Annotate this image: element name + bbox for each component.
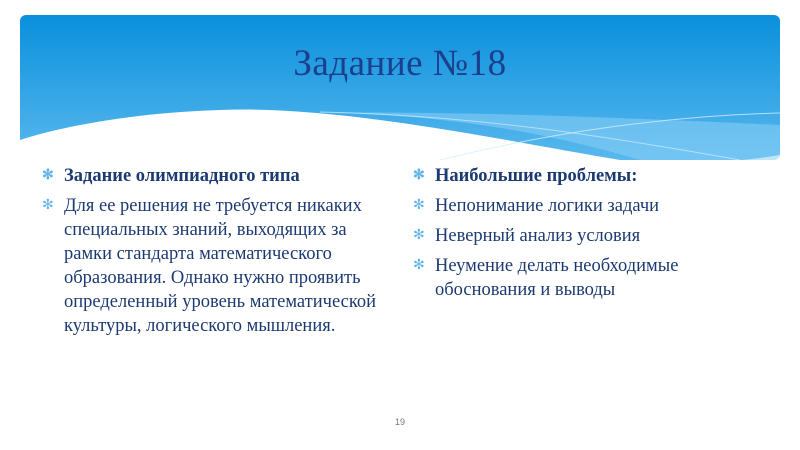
asterisk-icon: ✻	[42, 168, 54, 183]
list-item	[42, 194, 392, 338]
page-number: 19	[394, 417, 405, 427]
right-bullet-list	[413, 164, 773, 302]
right-column	[413, 164, 773, 308]
asterisk-icon: ✻	[413, 258, 425, 273]
list-item-text: Задание олимпиадного типа	[64, 166, 300, 186]
list-item	[413, 254, 773, 302]
list-item-text: Неумение делать необходимые обоснования и выводы	[435, 256, 679, 300]
asterisk-icon: ✻	[413, 168, 425, 183]
list-item	[413, 164, 773, 188]
asterisk-icon: ✻	[413, 198, 425, 213]
title-banner	[20, 15, 780, 160]
list-item-text: Неверный анализ условия	[435, 226, 641, 246]
left-bullet-list	[42, 164, 392, 338]
asterisk-icon: ✻	[413, 228, 425, 243]
list-item-text: Непонимание логики задачи	[435, 196, 660, 216]
list-item-text: Наибольшие проблемы:	[435, 166, 638, 186]
list-item-text: Для ее решения не требуется никаких специальных знаний, выходящих за рамки стандарта математического образования. Однако нужно проявить определенный уровень математической культуры, логического мышления.	[64, 196, 377, 336]
slide-title: Задание №18	[293, 43, 507, 84]
list-item	[413, 194, 773, 218]
asterisk-icon: ✻	[42, 198, 54, 213]
list-item	[413, 224, 773, 248]
wave-background	[20, 15, 780, 160]
left-column	[42, 164, 392, 344]
list-item	[42, 164, 392, 188]
